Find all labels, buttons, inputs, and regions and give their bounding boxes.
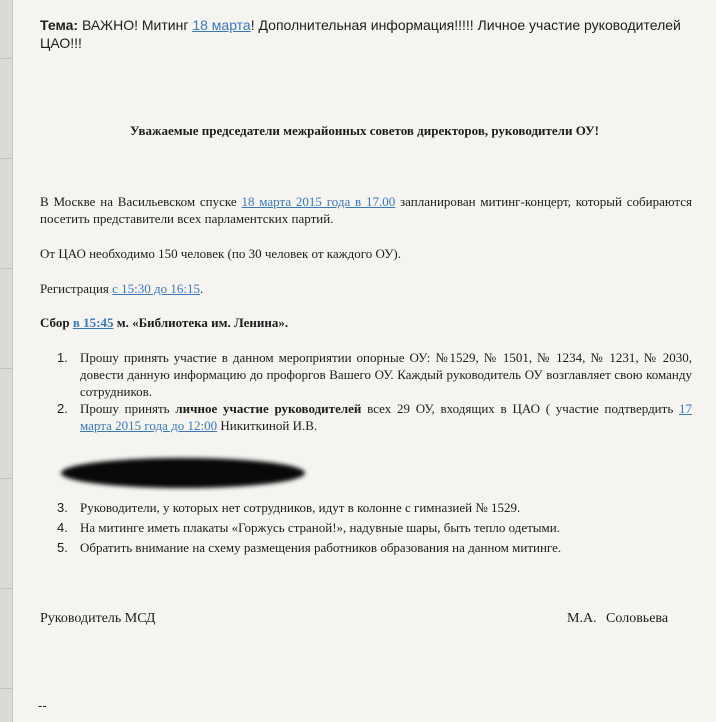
paragraph-event-text: В Москве на Васильевском спуске bbox=[40, 194, 242, 209]
subject-label: Тема: bbox=[40, 17, 79, 33]
strip-divider bbox=[0, 268, 12, 269]
list-item-number: 5. bbox=[57, 540, 68, 555]
registration-time-link[interactable]: с 15:30 до 16:15 bbox=[112, 281, 201, 296]
list-item bbox=[40, 499, 692, 516]
strip-divider bbox=[0, 368, 12, 369]
paragraph-gathering bbox=[40, 314, 692, 331]
strip-divider bbox=[0, 158, 12, 159]
confirm-deadline-link[interactable]: 17 марта 2015 года до 12:00 bbox=[80, 401, 693, 433]
email-signature-separator: -- bbox=[38, 698, 47, 713]
email-subject bbox=[40, 16, 700, 52]
list-item-text: Руководители, у которых нет сотрудников, идут в колонне с гимназией № 1529. bbox=[80, 500, 521, 515]
email-body bbox=[13, 0, 716, 722]
list-item-text: всех 29 ОУ, входящих в ЦАО ( участие подтвердить bbox=[361, 401, 680, 416]
gather-time-link[interactable]: в 15:45 bbox=[72, 315, 114, 330]
paragraph-event-text-rest: запланирован митинг-концерт, который собираются посетить представители всех парламентских партий. bbox=[40, 194, 692, 226]
redaction-mark bbox=[61, 458, 305, 488]
letter-heading: Уважаемые председатели межрайонных советов директоров, руководители ОУ! bbox=[130, 123, 599, 138]
list-item bbox=[40, 539, 692, 556]
signature-title: Руководитель МСД bbox=[40, 611, 156, 626]
list-item-text: На митинге иметь плакаты «Горжусь страной!», надувные шары, быть тепло одетыми. bbox=[80, 520, 560, 535]
strip-divider bbox=[0, 588, 12, 589]
subject-text-rest: ! Дополнительная информация!!!!! Личное участие руководителей ЦАО!!! bbox=[40, 17, 681, 51]
list-item-bold-text: личное участие руководителей bbox=[175, 401, 362, 416]
registration-end: . bbox=[200, 281, 204, 296]
list-item-number: 1. bbox=[57, 350, 68, 365]
list-item-number: 3. bbox=[57, 500, 68, 515]
list-item bbox=[40, 400, 692, 434]
list-item-number: 4. bbox=[57, 520, 68, 535]
strip-divider bbox=[0, 688, 12, 689]
event-date-link[interactable]: 18 марта 2015 года в 17.00 bbox=[241, 194, 396, 209]
paragraph-quota: От ЦАО необходимо 150 человек (по 30 человек от каждого ОУ). bbox=[40, 246, 401, 261]
left-sidebar-strip bbox=[0, 0, 13, 722]
gather-place: м. «Библиотека им. Ленина». bbox=[113, 315, 289, 330]
strip-divider bbox=[0, 58, 12, 59]
subject-date-link[interactable]: 18 марта bbox=[192, 17, 251, 33]
list-item-text: Никиткиной И.В. bbox=[217, 418, 318, 433]
registration-label: Регистрация bbox=[40, 281, 113, 296]
instructions-list-top bbox=[40, 349, 692, 434]
list-item-text: Прошу принять участие в данном мероприятии опорные ОУ: №1529, № 1501, № 1234, № 1231, № 2030, довести данную информацию до профоргов Вашего ОУ. Каждый руководитель ОУ возглавляет свою команду сотрудников. bbox=[80, 350, 692, 399]
gather-label: Сбор bbox=[40, 315, 73, 330]
paragraph-event bbox=[40, 193, 692, 227]
paragraph-registration bbox=[40, 280, 692, 297]
list-item-number: 2. bbox=[57, 401, 68, 416]
subject-text: ВАЖНО! Митинг bbox=[78, 17, 193, 33]
signature-name: М.А. Соловьева bbox=[567, 611, 669, 626]
strip-divider bbox=[0, 478, 12, 479]
list-item-text: Прошу принять bbox=[80, 401, 176, 416]
list-item-text: Обратить внимание на схему размещения работников образования на данном митинге. bbox=[80, 540, 562, 555]
list-item bbox=[40, 349, 692, 400]
list-item bbox=[40, 519, 692, 536]
instructions-list-bottom bbox=[40, 499, 692, 556]
